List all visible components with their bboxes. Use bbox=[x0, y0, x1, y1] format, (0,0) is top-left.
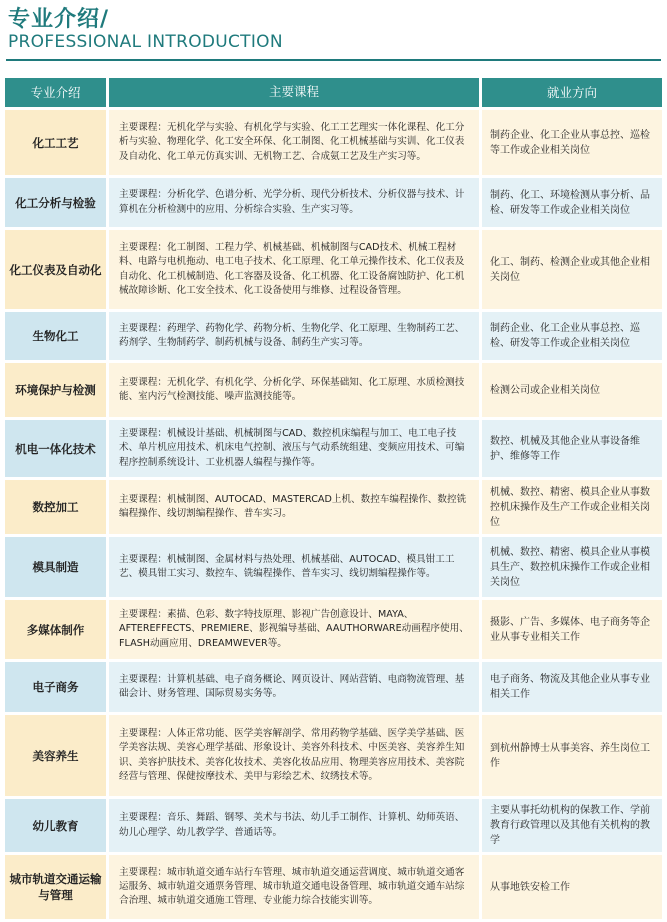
table-row bbox=[5, 230, 662, 309]
program-name: 数控加工 bbox=[5, 480, 106, 534]
program-courses: 主要课程：机械制图、金属材料与热处理、机械基础、AUTOCAD、模具钳工工艺、模具钳工实习、数控车、铣编程操作、普车实习、线切割编程操作等。 bbox=[109, 537, 479, 597]
program-name: 生物化工 bbox=[5, 312, 106, 360]
program-jobs: 到杭州静博士从事美容、养生岗位工作 bbox=[482, 715, 662, 796]
program-jobs: 检测公司或企业相关岗位 bbox=[482, 363, 662, 417]
program-name: 城市轨道交通运输与管理 bbox=[5, 855, 106, 919]
program-jobs: 制药企业、化工企业从事总控、巡检等工作或企业相关岗位 bbox=[482, 110, 662, 175]
program-courses: 主要课程：分析化学、色谱分析、光学分析、现代分析技术、分析仪器与技术、计算机在分析检测中的应用、分析综合实验、生产实习等。 bbox=[109, 178, 479, 227]
program-name: 模具制造 bbox=[5, 537, 106, 597]
program-table bbox=[5, 78, 662, 922]
page-title: 专业介绍/ bbox=[8, 7, 110, 32]
program-courses: 主要课程：机械制图、AUTOCAD、MASTERCAD上机、数控车编程操作、数控铣编程操作、线切割编程操作、普车实习。 bbox=[109, 480, 479, 534]
table-row bbox=[5, 600, 662, 659]
program-courses: 主要课程：素描、色彩、数字特技原理、影视广告创意设计、MAYA、AFTEREFFECTS、PREMIERE、影视编导基础、AAUTHORWARE动画程序使用、FLASH动画应用、DREAMWEVER等。 bbox=[109, 600, 479, 659]
page-subtitle: PROFESSIONAL INTRODUCTION bbox=[8, 32, 283, 52]
table-row bbox=[5, 420, 662, 477]
program-name: 幼儿教育 bbox=[5, 799, 106, 852]
program-name: 环境保护与检测 bbox=[5, 363, 106, 417]
program-courses: 主要课程：音乐、舞蹈、钢琴、美术与书法、幼儿手工制作、计算机、幼师英语、幼儿心理学、幼儿教学学、普通话等。 bbox=[109, 799, 479, 852]
program-jobs: 主要从事托幼机构的保教工作、学前教育行政管理以及其他有关机构的教学 bbox=[482, 799, 662, 852]
table-row bbox=[5, 178, 662, 227]
program-jobs: 电子商务、物流及其他企业从事专业相关工作 bbox=[482, 662, 662, 712]
program-jobs: 数控、机械及其他企业从事设备维护、维修等工作 bbox=[482, 420, 662, 477]
program-jobs: 摄影、广告、多媒体、电子商务等企业从事专业相关工作 bbox=[482, 600, 662, 659]
table-row bbox=[5, 662, 662, 712]
program-jobs: 制药、化工、环境检测从事分析、品检、研发等工作或企业相关岗位 bbox=[482, 178, 662, 227]
table-row bbox=[5, 855, 662, 919]
header-jobs: 就业方向 bbox=[482, 78, 662, 107]
program-jobs: 机械、数控、精密、模具企业从事数控机床操作及生产工作或企业相关岗位 bbox=[482, 480, 662, 534]
program-courses: 主要课程：无机化学、有机化学、分析化学、环保基础知、化工原理、水质检测技能、室内污气检测技能、噪声监测技能等。 bbox=[109, 363, 479, 417]
table-row bbox=[5, 799, 662, 852]
program-name: 化工分析与检验 bbox=[5, 178, 106, 227]
program-jobs: 从事地铁安检工作 bbox=[482, 855, 662, 919]
header-program: 专业介绍 bbox=[5, 78, 106, 107]
program-name: 多媒体制作 bbox=[5, 600, 106, 659]
table-header bbox=[5, 78, 662, 107]
program-name: 电子商务 bbox=[5, 662, 106, 712]
program-courses: 主要课程：人体正常功能、医学美容解剖学、常用药物学基础、医学美学基础、医学美容法规、美容心理学基础、形象设计、美容外科技术、中医美容、美容养生知识、美容护肤技术、美容化妆技术、美容化妆品应用、物理美容应用技术、美容院经营与管理、保健按摩技术、美甲与彩绘艺术、纹绣技术等。 bbox=[109, 715, 479, 796]
program-name: 机电一体化技术 bbox=[5, 420, 106, 477]
program-name: 美容养生 bbox=[5, 715, 106, 796]
program-name: 化工工艺 bbox=[5, 110, 106, 175]
program-jobs: 机械、数控、精密、模具企业从事模具生产、数控机床操作工作或企业相关岗位 bbox=[482, 537, 662, 597]
table-row bbox=[5, 715, 662, 796]
program-jobs: 制药企业、化工企业从事总控、巡检、研发等工作或企业相关岗位 bbox=[482, 312, 662, 360]
program-courses: 主要课程：药理学、药物化学、药物分析、生物化学、化工原理、生物制药工艺、药剂学、生物制药学、制药机械与设备、制药生产实习等。 bbox=[109, 312, 479, 360]
program-courses: 主要课程：计算机基础、电子商务概论、网页设计、网站营销、电商物流管理、基础会计、财务管理、国际贸易实务等。 bbox=[109, 662, 479, 712]
header-courses: 主要课程 bbox=[109, 78, 479, 107]
program-courses: 主要课程：城市轨道交通车站行车管理、城市轨道交通运营调度、城市轨道交通客运服务、城市轨道交通票务管理、城市轨道交通电设备管理、城市轨道交通车站综合治理、城市轨道交通施工管理、专业能力综合技能实训等。 bbox=[109, 855, 479, 919]
program-name: 化工仪表及自动化 bbox=[5, 230, 106, 309]
program-courses: 主要课程：机械设计基础、机械制图与CAD、数控机床编程与加工、电工电子技术、单片机应用技术、机床电气控制、液压与气动系统组建、变频应用技术、可编程序控制系统设计、工业机器人编程与操作等。 bbox=[109, 420, 479, 477]
table-row bbox=[5, 363, 662, 417]
program-courses: 主要课程：化工制图、工程力学、机械基础、机械制图与CAD技术、机械工程材料、电路与电机拖动、电工电子技术、化工原理、化工单元操作技术、化工仪表及自动化、化工机械制造、化工容器及设备、化工机器、化工设备腐蚀防护、化工机械故障诊断、化工安全技术、化工设备使用与维修、过程设备管理。 bbox=[109, 230, 479, 309]
program-courses: 主要课程：无机化学与实验、有机化学与实验、化工工艺理实一体化课程、化工分析与实验、物理化学、化工安全环保、化工制图、化工机械基础与实训、化工仪表及自动化、化工单元仿真实训、无机物工艺、合成氨工艺及生产实习等。 bbox=[109, 110, 479, 175]
table-row bbox=[5, 110, 662, 175]
table-row bbox=[5, 480, 662, 534]
program-jobs: 化工、制药、检测企业或其他企业相关岗位 bbox=[482, 230, 662, 309]
title-divider bbox=[6, 59, 661, 61]
table-row bbox=[5, 537, 662, 597]
table-row bbox=[5, 312, 662, 360]
